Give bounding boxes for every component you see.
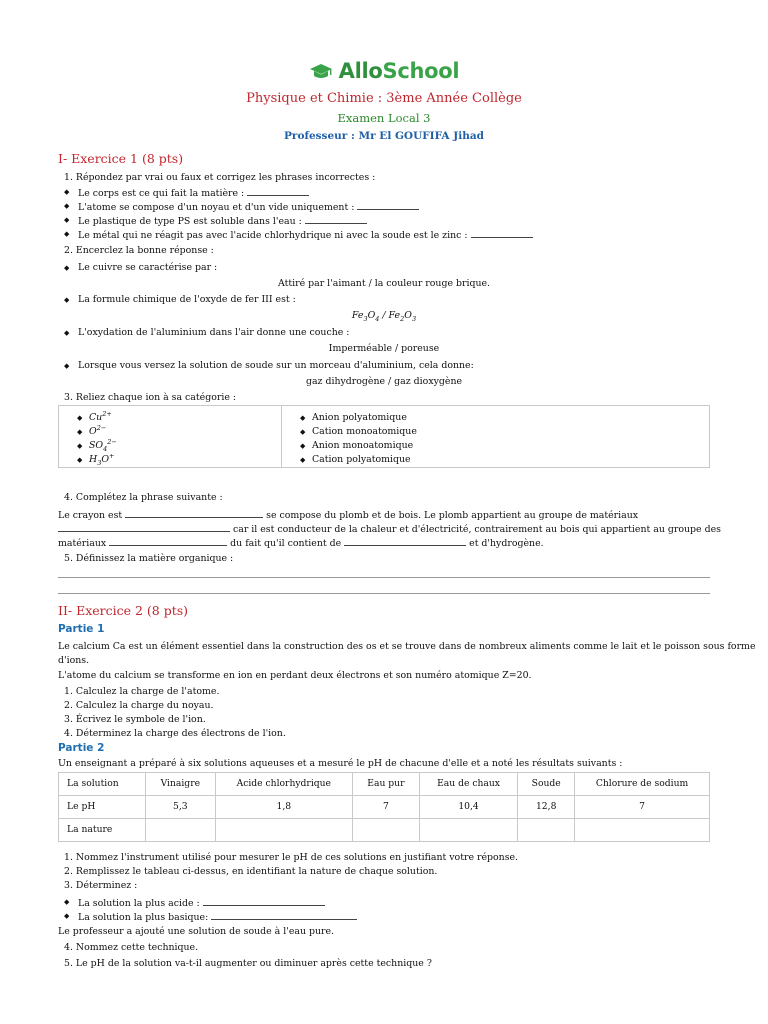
paragraph: Le calcium Ca est un élément essentiel dans la construction des os et se trouve dans de nombreux aliments comme le lait et le poisson sous forme: [58, 641, 756, 652]
answer-line[interactable]: [58, 593, 710, 594]
answer-blank[interactable]: [203, 896, 325, 906]
table-row: [59, 796, 710, 819]
answer-blank[interactable]: [125, 508, 263, 518]
answer-blank[interactable]: [211, 910, 357, 920]
table-cell: Vinaigre: [146, 773, 216, 796]
paragraph: d'ions.: [58, 655, 90, 666]
choice-line[interactable]: Imperméable / poreuse: [328, 343, 440, 354]
part2-question: 1. Nommez l'instrument utilisé pour mesurer le pH de ces solutions en justifiant votre réponse.: [64, 852, 519, 863]
list-item: ◆ La solution la plus acide :: [78, 896, 325, 909]
exam-subtitle: Examen Local 3: [337, 111, 431, 125]
ion-matching-table: [58, 405, 710, 468]
table-cell: La nature: [59, 819, 146, 842]
table-cell: Chlorure de sodium: [575, 773, 710, 796]
answer-blank[interactable]: [109, 536, 227, 546]
list-item: ◆ Lorsque vous versez la solution de soude sur un morceau d'aluminium, cela donne:: [78, 360, 474, 371]
paragraph: L'atome du calcium se transforme en ion en perdant deux électrons et son numéro atomique Z=20.: [58, 670, 532, 681]
choice-line[interactable]: Attiré par l'aimant / la couleur rouge brique.: [277, 278, 491, 289]
answer-blank[interactable]: [58, 522, 230, 532]
part2-question: 5. Le pH de la solution va-t-il augmenter ou diminuer après cette technique ?: [64, 958, 432, 969]
answer-blank[interactable]: [247, 186, 309, 196]
nature-cell[interactable]: [215, 819, 352, 842]
list-item: ◆ Le cuivre se caractérise par :: [78, 262, 217, 273]
list-item: ◆ La formule chimique de l'oxyde de fer III est :: [78, 294, 296, 305]
part1-question: 3. Écrivez le symbole de l'ion.: [64, 714, 206, 725]
category-item[interactable]: ◆ Cation monoatomique: [282, 425, 709, 439]
table-cell: La solution: [59, 773, 146, 796]
fill-line: car il est conducteur de la chaleur et d'électricité, contrairement au bois qui appartient au groupe des: [58, 522, 721, 535]
list-item: ◆ L'oxydation de l'aluminium dans l'air donne une couche :: [78, 327, 349, 338]
alloschool-logo[interactable]: [0, 58, 768, 86]
nature-cell[interactable]: [419, 819, 518, 842]
answer-blank[interactable]: [357, 200, 419, 210]
part-1-title: Partie 1: [58, 623, 105, 635]
ex1-question-5: 5. Définissez la matière organique :: [64, 553, 234, 564]
brand-name: AlloSchool: [338, 59, 460, 84]
exercise-1-title: I- Exercice 1 (8 pts): [58, 151, 184, 166]
answer-line[interactable]: [58, 577, 710, 578]
choice-line[interactable]: $Fe_3O_4 / Fe_2O_3$: [351, 310, 417, 323]
nature-cell[interactable]: [146, 819, 216, 842]
exercise-2-title: II- Exercice 2 (8 pts): [58, 603, 189, 618]
part1-question: 2. Calculez la charge du noyau.: [64, 700, 214, 711]
ex1-question-4: 4. Complétez la phrase suivante :: [64, 492, 223, 503]
ph-table: [58, 772, 710, 842]
answer-blank[interactable]: [344, 536, 466, 546]
table-cell: Le pH: [59, 796, 146, 819]
part1-question: 1. Calculez la charge de l'atome.: [64, 686, 220, 697]
table-cell: 7: [575, 796, 710, 819]
part2-question: 3. Déterminez :: [64, 880, 138, 891]
part-2-title: Partie 2: [58, 742, 105, 754]
table-row: [59, 819, 710, 842]
paragraph: Le professeur a ajouté une solution de soude à l'eau pure.: [58, 926, 335, 937]
nature-cell[interactable]: [575, 819, 710, 842]
list-item: ◆ L'atome se compose d'un noyau et d'un vide uniquement :: [78, 200, 419, 213]
table-cell: Soude: [518, 773, 575, 796]
category-item[interactable]: ◆ Anion monoatomique: [282, 439, 709, 453]
nature-cell[interactable]: [352, 819, 419, 842]
table-row: [59, 773, 710, 796]
graduation-cap-icon: [309, 63, 333, 81]
ion-h3o[interactable]: ◆ $H_3O^+$: [59, 453, 281, 467]
answer-blank[interactable]: [305, 214, 367, 224]
ion-o[interactable]: ◆ $O^{2-}$: [59, 425, 281, 439]
list-item: ◆ Le corps est ce qui fait la matière :: [78, 186, 309, 199]
ex1-question-2: 2. Encerclez la bonne réponse :: [64, 245, 214, 256]
list-item: ◆ Le métal qui ne réagit pas avec l'acide chlorhydrique ni avec la soude est le zinc :: [78, 228, 533, 241]
fill-line: Le crayon est se compose du plomb et de bois. Le plomb appartient au groupe de matériaux: [58, 510, 639, 521]
part1-question: 4. Déterminez la charge des électrons de l'ion.: [64, 728, 286, 739]
list-item: ◆ La solution la plus basique:: [78, 910, 357, 923]
part2-question: 4. Nommez cette technique.: [64, 942, 199, 953]
ion-cu[interactable]: ◆ $Cu^{2+}$: [59, 411, 281, 425]
table-cell: 5,3: [146, 796, 216, 819]
table-cell: 7: [352, 796, 419, 819]
ion-list: [59, 406, 282, 468]
category-item[interactable]: ◆ Anion polyatomique: [282, 411, 709, 425]
exam-title: Physique et Chimie : 3ème Année Collège: [246, 91, 522, 106]
category-item[interactable]: ◆ Cation polyatomique: [282, 453, 709, 467]
table-cell: 1,8: [215, 796, 352, 819]
paragraph: Un enseignant a préparé à six solutions aqueuses et a mesuré le pH de chacune d'elle et a noté les résultats suivants :: [58, 758, 623, 769]
table-cell: Acide chlorhydrique: [215, 773, 352, 796]
ion-so4[interactable]: ◆ $SO_4^{2-}$: [59, 439, 281, 453]
fill-line: matériaux du fait qu'il contient de et d'hydrogène.: [58, 538, 544, 549]
table-cell: 12,8: [518, 796, 575, 819]
table-cell: 10,4: [419, 796, 518, 819]
teacher-name: Professeur : Mr El GOUFIFA Jihad: [284, 130, 484, 142]
table-cell: Eau de chaux: [419, 773, 518, 796]
list-item: ◆ Le plastique de type PS est soluble dans l'eau :: [78, 214, 367, 227]
category-list: [282, 406, 710, 468]
choice-line[interactable]: gaz dihydrogène / gaz dioxygène: [305, 376, 463, 387]
part2-question: 2. Remplissez le tableau ci-dessus, en identifiant la nature de chaque solution.: [64, 866, 438, 877]
ex1-question-3: 3. Reliez chaque ion à sa catégorie :: [64, 392, 237, 403]
nature-cell[interactable]: [518, 819, 575, 842]
answer-blank[interactable]: [471, 228, 533, 238]
ex1-question-1: 1. Répondez par vrai ou faux et corrigez les phrases incorrectes :: [64, 172, 376, 183]
table-cell: Eau pur: [352, 773, 419, 796]
